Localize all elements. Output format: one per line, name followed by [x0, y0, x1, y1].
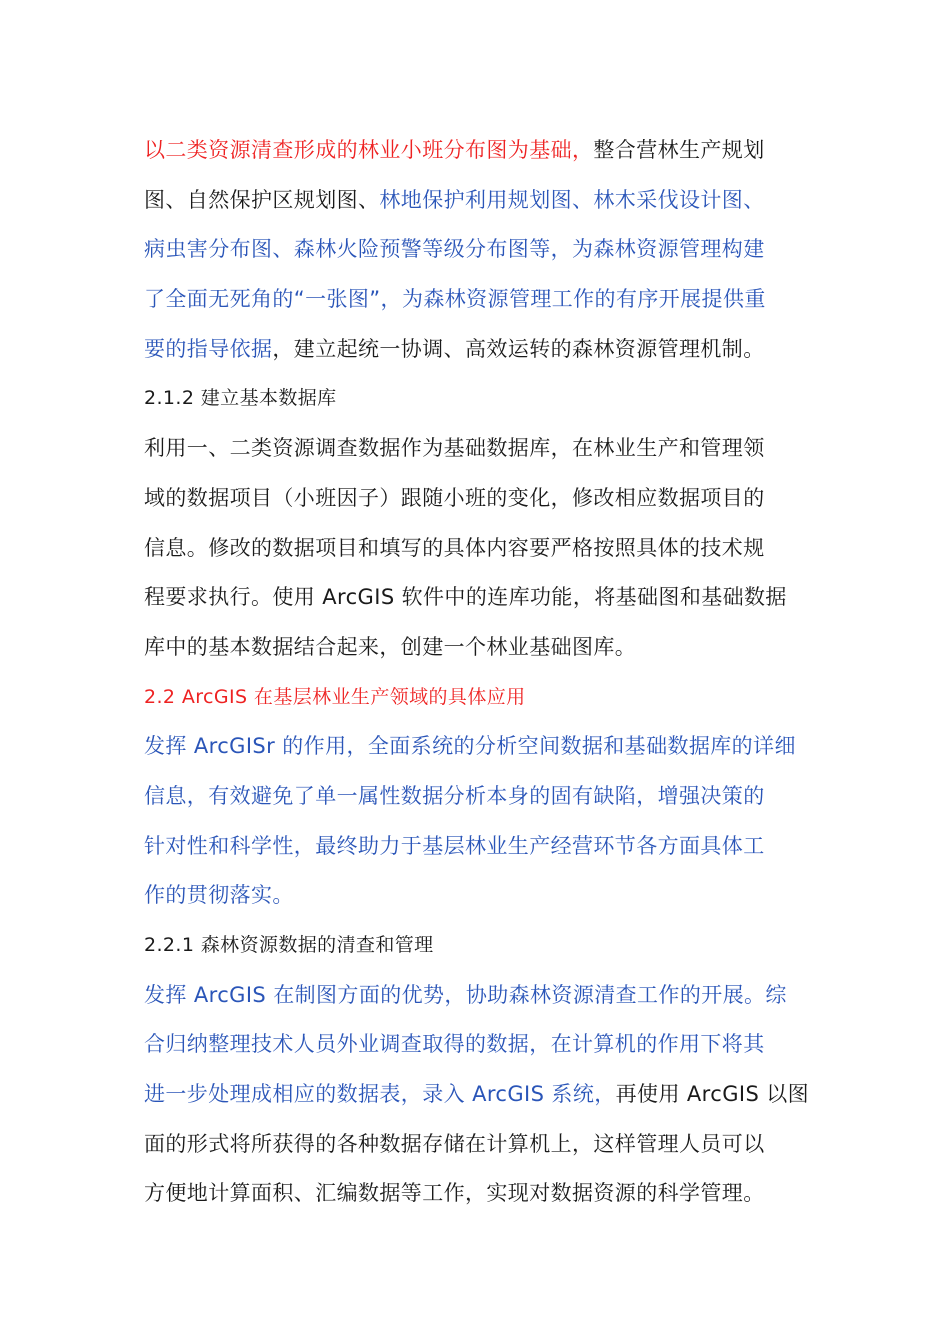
section-heading-2-2-1: 2.2.1 森林资源数据的清查和管理: [144, 934, 434, 956]
text-line: 病虫害分布图、森林火险预警等级分布图等，为森林资源管理构建: [144, 237, 765, 262]
text-line: 程要求执行。使用 ArcGIS 软件中的连库功能，将基础图和基础数据: [144, 585, 787, 610]
text-line: 图、自然保护区规划图、林地保护利用规划图、林木采伐设计图、: [144, 187, 765, 212]
text-line: 方便地计算面积、汇编数据等工作，实现对数据资源的科学管理。: [144, 1181, 765, 1206]
text-line: 合归纳整理技术人员外业调查取得的数据，在计算机的作用下将其: [144, 1032, 765, 1057]
text-line: 信息。修改的数据项目和填写的具体内容要严格按照具体的技术规: [144, 535, 765, 560]
text-line: 了全面无死角的“一张图”，为森林资源管理工作的有序开展提供重: [144, 287, 766, 312]
paragraph-arcgis-application: [144, 722, 814, 921]
text-line: 要的指导依据，建立起统一协调、高效运转的森林资源管理机制。: [144, 336, 765, 361]
text-line: 信息，有效避免了单一属性数据分析本身的固有缺陷，增强决策的: [144, 783, 765, 808]
section-heading-2-2: 2.2 ArcGIS 在基层林业生产领域的具体应用: [144, 685, 526, 708]
text-line: 作的贯彻落实。: [144, 883, 294, 908]
text-line: 发挥 ArcGISr 的作用，全面系统的分析空间数据和基础数据库的详细: [144, 734, 796, 759]
paragraph-one-map: [144, 126, 814, 374]
paragraph-forest-inventory: [144, 971, 814, 1219]
document-page: [144, 126, 814, 1219]
text-line: 库中的基本数据结合起来，创建一个林业基础图库。: [144, 634, 637, 659]
highlight-red: 以二类资源清查形成的林业小班分布图为基础，: [144, 138, 594, 162]
text-line: 以二类资源清查形成的林业小班分布图为基础，整合营林生产规划: [144, 138, 765, 162]
text-line: 发挥 ArcGIS 在制图方面的优势，协助森林资源清查工作的开展。综: [144, 982, 787, 1007]
paragraph-basic-database: [144, 424, 814, 672]
highlight-blue: 林地保护利用规划图、林木采伐设计图、: [379, 187, 765, 212]
text-line: 进一步处理成相应的数据表，录入 ArcGIS 系统，再使用 ArcGIS 以图: [144, 1082, 810, 1107]
text-line: 面的形式将所获得的各种数据存储在计算机上，这样管理人员可以: [144, 1131, 765, 1156]
text-line: 利用一、二类资源调查数据作为基础数据库，在林业生产和管理领: [144, 436, 765, 461]
text-line: 针对性和科学性，最终助力于基层林业生产经营环节各方面具体工: [144, 833, 765, 858]
section-heading-2-1-2: 2.1.2 建立基本数据库: [144, 387, 337, 410]
text-line: 域的数据项目（小班因子）跟随小班的变化，修改相应数据项目的: [144, 485, 765, 510]
